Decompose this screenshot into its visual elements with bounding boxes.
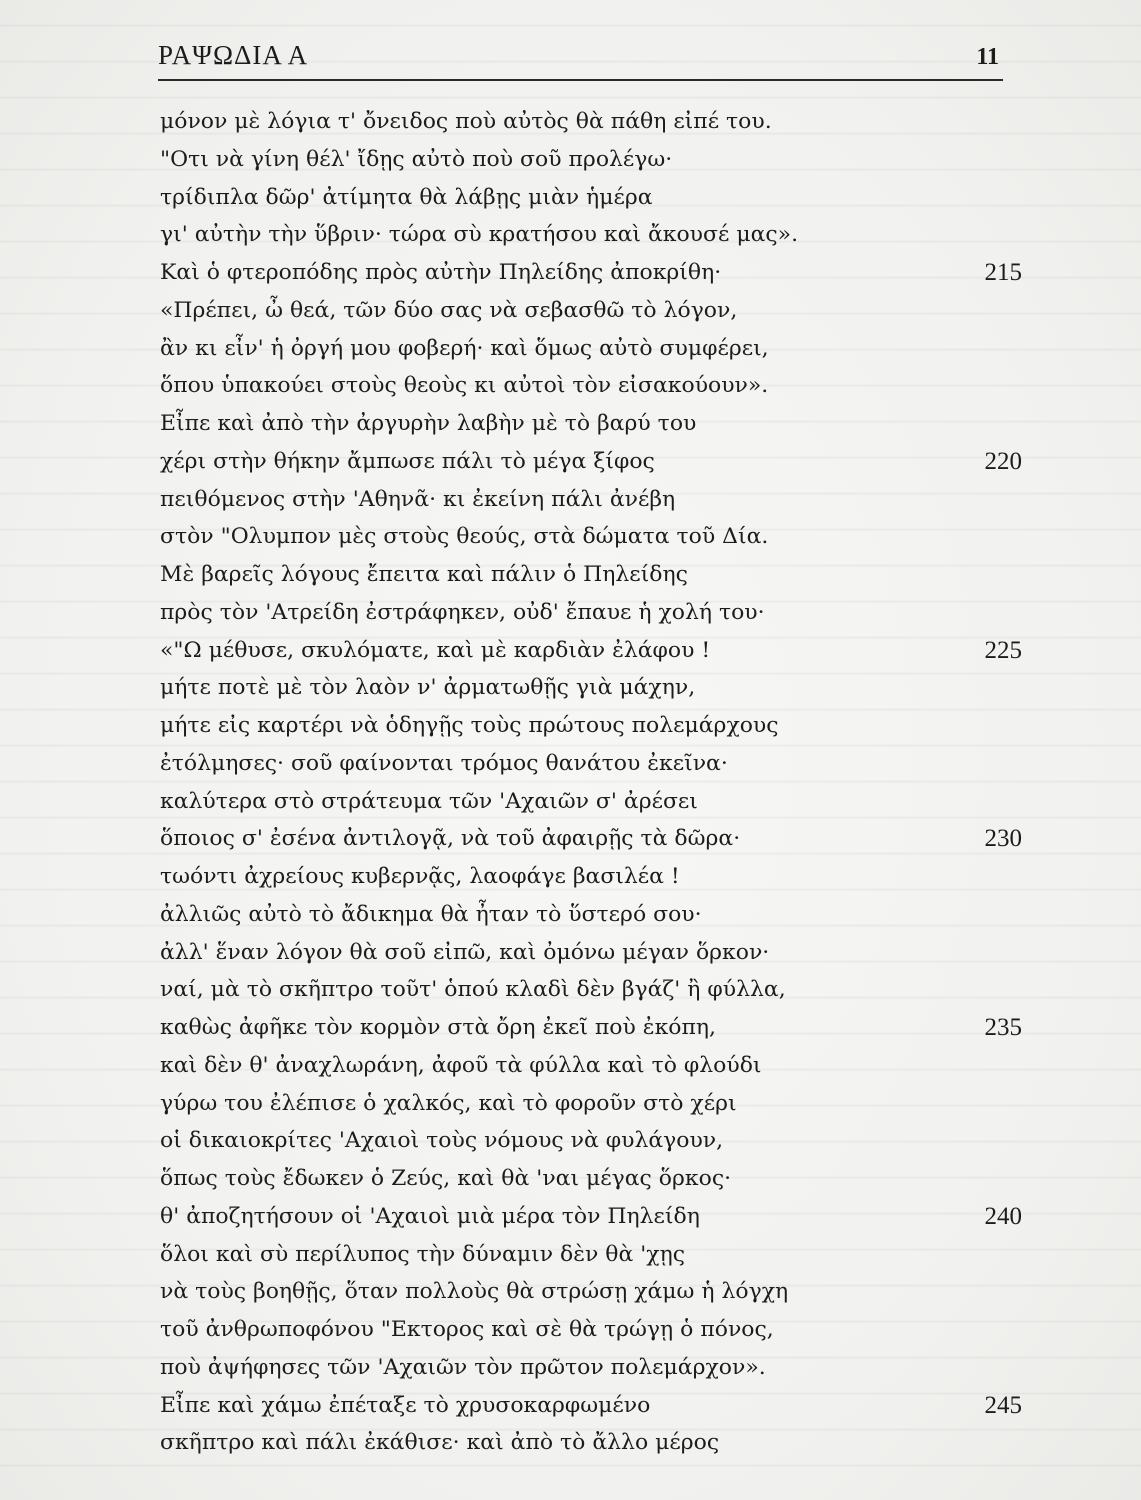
verse-line	[160, 367, 1037, 405]
verse-line	[160, 1349, 1037, 1387]
verse-text: Εἶπε καὶ ἀπὸ τὴν ἀργυρὴν λαβὴν μὲ τὸ βαρύ του	[160, 411, 697, 436]
verse-line	[160, 896, 1037, 934]
verse-line	[160, 405, 1037, 443]
running-head	[158, 40, 1003, 80]
verse-text: γύρω του ἐλέπισε ὁ χαλκός, καὶ τὸ φοροῦν στὸ χέρι	[160, 1090, 737, 1116]
verse-line	[160, 1273, 1037, 1311]
verse-line	[160, 216, 1037, 254]
verse-line	[160, 594, 1037, 632]
verse-text: τοῦ ἀνθρωποφόνου "Εκτορος καὶ σὲ θὰ τρώγῃ ὁ πόνος,	[160, 1317, 774, 1342]
page-number: 11	[976, 44, 999, 70]
verse-line	[160, 1160, 1037, 1198]
verse-line	[160, 1387, 1037, 1425]
verse-list	[160, 103, 1023, 1462]
verse-text: Εἶπε καὶ χάμω ἐπέταξε τὸ χρυσοκαρφωμένο	[160, 1392, 651, 1418]
verse-text: χέρι στὴν θήκην ἄμπωσε πάλι τὸ μέγα ξίφος	[160, 448, 655, 474]
line-number: 245	[984, 1391, 1023, 1419]
verse-line	[160, 1122, 1037, 1160]
verse-line	[160, 1198, 1037, 1236]
verse-line	[160, 934, 1037, 972]
line-number: 220	[984, 447, 1023, 475]
verse-text: Μὲ βαρεῖς λόγους ἔπειτα καὶ πάλιν ὁ Πηλείδης	[160, 562, 688, 587]
verse-text: σκῆπτρο καὶ πάλι ἐκάθισε· καὶ ἀπὸ τὸ ἄλλο μέρος	[160, 1430, 720, 1456]
verse-text: ὅλοι καὶ σὺ περίλυπος τὴν δύναμιν δὲν θὰ 'χῃς	[160, 1241, 685, 1267]
verse-text: νὰ τοὺς βοηθῇς, ὅταν πολλοὺς θὰ στρώσῃ χάμω ἡ λόγχη	[160, 1279, 789, 1305]
verse-text: ἂν κι εἶν' ἡ ὀργή μου φοβερή· καὶ ὅμως αὐτὸ συμφέρει,	[160, 335, 769, 361]
verse-text: ποὺ ἀψήφησες τῶν 'Αχαιῶν τὸν πρῶτον πολεμάρχον».	[160, 1354, 766, 1380]
verse-line	[160, 141, 1037, 179]
verse-text: θ' ἀποζητήσουν οἱ 'Αχαιοὶ μιὰ μέρα τὸν Πηλείδη	[160, 1203, 700, 1229]
verse-text: μόνον μὲ λόγια τ' ὄνειδος ποὺ αὐτὸς θὰ πάθη εἰπέ του.	[160, 109, 772, 134]
verse-line	[160, 292, 1037, 330]
line-number: 225	[984, 636, 1023, 664]
verse-line	[160, 254, 1037, 292]
verse-line	[160, 443, 1037, 481]
verse-line	[160, 1236, 1037, 1274]
verse-text: ναί, μὰ τὸ σκῆπτρο τοῦτ' ὁπού κλαδὶ δὲν βγάζ' ἢ φύλλα,	[160, 977, 786, 1003]
verse-line	[160, 179, 1037, 217]
verse-text: ὅπως τοὺς ἔδωκεν ὁ Ζεύς, καὶ θὰ 'ναι μέγας ὅρκος·	[160, 1166, 732, 1191]
verse-text: τρίδιπλα δῶρ' ἀτίμητα θὰ λάβῃς μιὰν ἡμέρα	[160, 184, 653, 210]
verse-text: πρὸς τὸν 'Ατρείδη ἐστράφηκεν, οὐδ' ἔπαυε ἡ χολή του·	[160, 599, 765, 625]
verse-line	[160, 330, 1037, 368]
verse-text: καὶ δὲν θ' ἀναχλωράνη, ἀφοῦ τὰ φύλλα καὶ τὸ φλούδι	[160, 1052, 762, 1078]
verse-text: Καὶ ὁ φτεροπόδης πρὸς αὐτὴν Πηλείδης ἀποκρίθη·	[160, 260, 722, 285]
verse-text: "Οτι νὰ γίνη θέλ' ἴδῃς αὐτὸ ποὺ σοῦ προλέγω·	[160, 146, 673, 172]
verse-text: ἀλλιῶς αὐτὸ τὸ ἄδικημα θὰ ἦταν τὸ ὕστερό σου·	[160, 901, 702, 927]
verse-text: καλύτερα στὸ στράτευμα τῶν 'Αχαιῶν σ' ἀρέσει	[160, 788, 698, 814]
verse-text: ὅπου ὑπακούει στοὺς θεοὺς κι αὐτοὶ τὸν εἰσακούουν».	[160, 373, 769, 399]
verse-line	[160, 1047, 1037, 1085]
line-number: 215	[984, 259, 1023, 286]
verse-text: πειθόμενος στὴν 'Αθηνᾶ· κι ἐκείνη πάλι ἀνέβη	[160, 486, 676, 512]
verse-line	[160, 1009, 1037, 1047]
chapter-title: ΡΑΨΩΔΙΑ Α	[158, 40, 309, 70]
verse-text: καθὼς ἀφῆκε τὸν κορμὸν στὰ ὄρη ἐκεῖ ποὺ ἐκόπη,	[160, 1015, 717, 1040]
verse-line	[160, 971, 1037, 1009]
verse-line	[160, 707, 1037, 745]
line-number: 240	[984, 1202, 1023, 1230]
verse-text: ὅποιος σ' ἐσένα ἀντιλογᾷ, νὰ τοῦ ἀφαιρῇς τὰ δῶρα·	[160, 826, 741, 852]
verse-line	[160, 518, 1037, 556]
line-number: 230	[984, 825, 1023, 853]
verse-text: «Πρέπει, ὦ θεά, τῶν δύο σας νὰ σεβασθῶ τὸ λόγον,	[160, 297, 738, 323]
verse-line	[160, 1311, 1037, 1349]
verse-line	[160, 858, 1037, 896]
verse-line	[160, 1085, 1037, 1123]
verse-line	[160, 632, 1037, 670]
verse-line	[160, 103, 1037, 141]
verse-text: οἱ δικαιοκρίτες 'Αχαιοὶ τοὺς νόμους νὰ φυλάγουν,	[160, 1128, 724, 1154]
verse-text: μήτε εἰς καρτέρι νὰ ὁδηγῇς τοὺς πρώτους πολεμάρχους	[160, 713, 779, 738]
verse-line	[160, 556, 1037, 594]
line-number: 235	[984, 1014, 1023, 1041]
verse-text: στὸν "Ολυμπον μὲς στοὺς θεούς, στὰ δώματα τοῦ Δία.	[160, 524, 769, 550]
verse-line	[160, 745, 1037, 783]
verse-line	[160, 820, 1037, 858]
header-rule	[158, 79, 1003, 81]
verse-text: «"Ω μέθυσε, σκυλόματε, καὶ μὲ καρδιὰν ἐλάφου !	[160, 637, 711, 663]
verse-line	[160, 481, 1037, 519]
verse-text: ἐτόλμησες· σοῦ φαίνονται τρόμος θανάτου ἐκεῖνα·	[160, 750, 728, 776]
verse-text: ἀλλ' ἕναν λόγον θὰ σοῦ εἰπῶ, καὶ ὀμόνω μέγαν ὅρκον·	[160, 939, 770, 965]
verse-line	[160, 783, 1037, 821]
verse-line	[160, 1424, 1037, 1462]
verse-text: γι' αὐτὴν τὴν ὕβριν· τώρα σὺ κρατήσου καὶ ἄκουσέ μας».	[160, 222, 799, 248]
verse-text: μήτε ποτὲ μὲ τὸν λαὸν ν' ἀρματωθῇς γιὰ μάχην,	[160, 675, 696, 701]
verse-line	[160, 669, 1037, 707]
verse-text: τωόντι ἀχρείους κυβερνᾷς, λαοφάγε βασιλέα !	[160, 864, 680, 889]
